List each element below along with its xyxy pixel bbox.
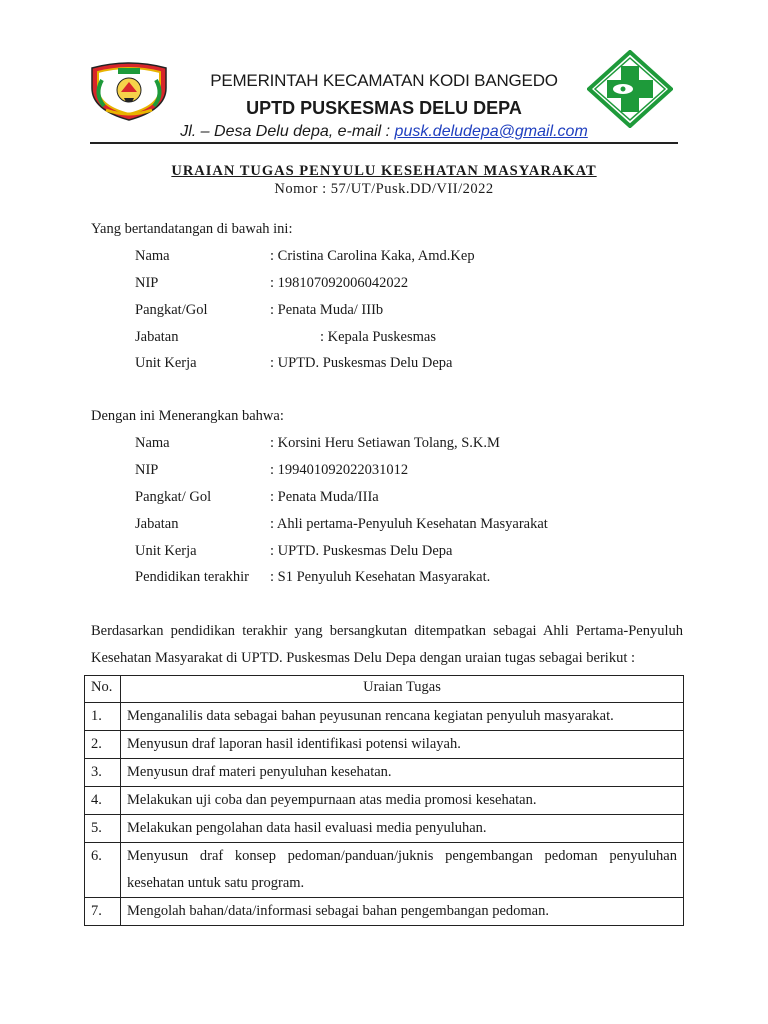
row-number: 6. bbox=[85, 843, 121, 898]
row-number: 3. bbox=[85, 759, 121, 787]
row-number: 2. bbox=[85, 731, 121, 759]
subject-value-position: : Ahli pertama-Penyuluh Kesehatan Masyarakat bbox=[270, 516, 548, 532]
row-task: Menganalilis data sebagai bahan peyusunan rencana kegiatan penyuluh masyarakat. bbox=[121, 703, 684, 731]
signer-value-nip: : 198107092006042022 bbox=[270, 275, 409, 291]
row-task: Mengolah bahan/data/informasi sebagai bahan pengembangan pedoman. bbox=[121, 898, 684, 926]
table-header-row bbox=[85, 676, 684, 703]
table-row bbox=[85, 843, 684, 898]
statement-paragraph: Berdasarkan pendidikan terakhir yang bersangkutan ditempatkan sebagai Ahli Pertama-Penyuluh Kesehatan Masyarakat di UPTD. Puskesmas Delu Depa dengan uraian tugas sebagai berikut : bbox=[91, 623, 683, 666]
table-row bbox=[85, 703, 684, 731]
subject-label-unit: Unit Kerja bbox=[135, 543, 197, 559]
subject-value-name: : Korsini Heru Setiawan Tolang, S.K.M bbox=[270, 435, 500, 451]
subject-label-position: Jabatan bbox=[135, 516, 179, 532]
row-number: 5. bbox=[85, 815, 121, 843]
row-task: Menyusun draf konsep pedoman/panduan/juknis pengembangan pedoman penyuluhan kesehatan untuk satu program. bbox=[121, 843, 684, 898]
signer-label-unit: Unit Kerja bbox=[135, 355, 197, 371]
column-header-task: Uraian Tugas bbox=[121, 676, 684, 703]
table-row bbox=[85, 759, 684, 787]
subject-value-nip: : 199401092022031012 bbox=[270, 462, 409, 478]
regional-coat-of-arms-logo bbox=[88, 58, 170, 122]
signer-label-name: Nama bbox=[135, 248, 170, 264]
email-link[interactable]: pusk.deludepa@gmail.com bbox=[394, 123, 588, 140]
task-table bbox=[84, 675, 684, 926]
column-header-no: No. bbox=[85, 676, 121, 703]
header-address bbox=[150, 123, 618, 141]
document-title: URAIAN TUGAS PENYULU KESEHATAN MASYARAKAT bbox=[171, 163, 597, 179]
header-divider bbox=[90, 142, 678, 144]
row-number: 4. bbox=[85, 787, 121, 815]
subject-label-nip: NIP bbox=[135, 462, 159, 478]
row-task: Melakukan pengolahan data hasil evaluasi media penyuluhan. bbox=[121, 815, 684, 843]
subject-value-education: : S1 Penyuluh Kesehatan Masyarakat. bbox=[270, 569, 491, 585]
row-task: Menyusun draf laporan hasil identifikasi potensi wilayah. bbox=[121, 731, 684, 759]
signer-label-rank: Pangkat/Gol bbox=[135, 302, 208, 318]
row-number: 1. bbox=[85, 703, 121, 731]
signer-intro: Yang bertandatangan di bawah ini: bbox=[91, 221, 293, 237]
header-government-name: PEMERINTAH KECAMATAN KODI BANGEDO bbox=[210, 71, 558, 90]
document-number: Nomor : 57/UT/Pusk.DD/VII/2022 bbox=[274, 181, 494, 197]
table-row bbox=[85, 815, 684, 843]
table-row bbox=[85, 787, 684, 815]
subject-intro: Dengan ini Menerangkan bahwa: bbox=[91, 408, 284, 424]
row-task: Menyusun draf materi penyuluhan kesehatan. bbox=[121, 759, 684, 787]
signer-label-nip: NIP bbox=[135, 275, 159, 291]
subject-label-education: Pendidikan terakhir bbox=[135, 569, 249, 585]
subject-value-unit: : UPTD. Puskesmas Delu Depa bbox=[270, 543, 453, 559]
signer-value-unit: : UPTD. Puskesmas Delu Depa bbox=[270, 355, 453, 371]
signer-value-name: : Cristina Carolina Kaka, Amd.Kep bbox=[270, 248, 475, 264]
signer-value-rank: : Penata Muda/ IIIb bbox=[270, 302, 384, 318]
table-row bbox=[85, 898, 684, 926]
header-institution-name: UPTD PUSKESMAS DELU DEPA bbox=[246, 98, 522, 118]
subject-label-rank: Pangkat/ Gol bbox=[135, 489, 212, 505]
row-number: 7. bbox=[85, 898, 121, 926]
subject-label-name: Nama bbox=[135, 435, 170, 451]
table-row bbox=[85, 731, 684, 759]
signer-value-position: : Kepala Puskesmas bbox=[320, 329, 436, 345]
subject-value-rank: : Penata Muda/IIIa bbox=[270, 489, 379, 505]
signer-label-position: Jabatan bbox=[135, 329, 179, 345]
row-task: Melakukan uji coba dan peyempurnaan atas media promosi kesehatan. bbox=[121, 787, 684, 815]
address-text: Jl. – Desa Delu depa, e-mail : bbox=[180, 123, 395, 140]
